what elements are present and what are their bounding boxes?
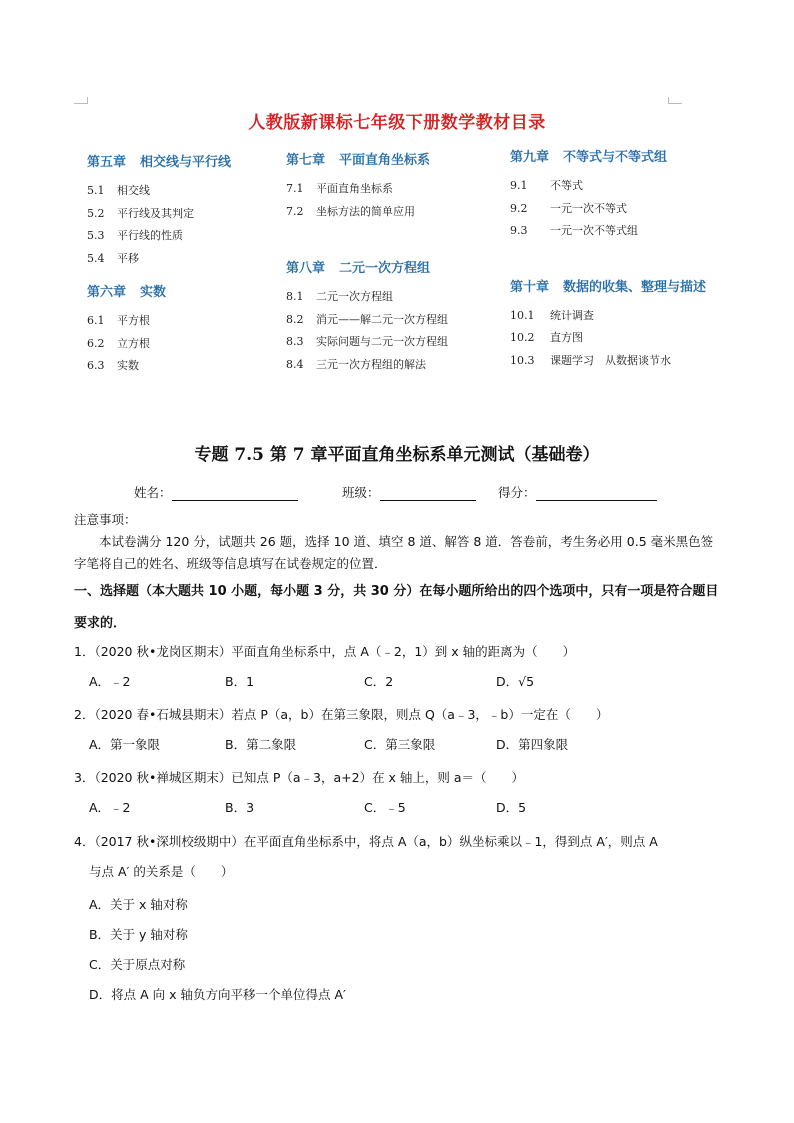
corner-mark-left: [74, 103, 88, 104]
section-number: 9.1: [510, 179, 528, 192]
section-number: 5.1: [87, 184, 105, 197]
section-number: 8.2: [286, 312, 304, 326]
section-item: [286, 286, 506, 309]
section-title: 直方图: [550, 331, 583, 344]
option-a[interactable]: A．关于 x 轴对称: [89, 897, 188, 912]
toc-column-3: [510, 147, 740, 372]
section-title: 平移: [117, 251, 139, 265]
chapter-heading: [87, 282, 277, 304]
chapter-title: 不等式与不等式组: [563, 150, 668, 165]
chapter-title: 二元一次方程组: [339, 261, 431, 276]
section-item: [286, 331, 506, 354]
name-blank[interactable]: [172, 487, 298, 501]
chapter-title: 实数: [140, 285, 167, 300]
option-a[interactable]: A．第一象限: [89, 737, 161, 752]
option-row: [74, 735, 724, 759]
section-item: [87, 203, 277, 226]
corner-mark-right-vertical: [668, 97, 669, 103]
section-item: [510, 327, 740, 350]
score-label: 得分：: [498, 485, 536, 500]
question-2: [74, 703, 724, 759]
section-number: 5.3: [87, 229, 105, 242]
section-number: 5.2: [87, 206, 105, 220]
option-a[interactable]: A．﹣2: [89, 800, 131, 815]
option-row: [74, 798, 724, 822]
corner-mark-right: [668, 103, 682, 104]
class-label: 班级：: [342, 485, 380, 500]
section-item: [87, 333, 277, 356]
question-3: [74, 766, 724, 822]
section-heading: 一、选择题（本大题共 10 小题，每小题 3 分，共 30 分）在每小题所给出的四个选项中，只有一项是符合题目要求的．: [74, 584, 719, 631]
name-label: 姓名：: [134, 485, 172, 500]
section-item: [87, 225, 277, 248]
section-number: 8.1: [286, 290, 304, 303]
chapter-number: 第九章: [510, 150, 550, 165]
section-item: [510, 175, 740, 198]
section-title: 实际问题与二元一次方程组: [316, 335, 448, 348]
section-number: 6.3: [87, 359, 105, 372]
corner-mark-left-vertical: [87, 97, 88, 103]
section-number: 9.3: [510, 224, 528, 237]
option-d[interactable]: D．第四象限: [496, 737, 569, 752]
chapter-heading: [87, 152, 277, 174]
question-stem: 3．（2020 秋•禅城区期末）已知点 P（a﹣3，a+2）在 x 轴上，则 a＝（ ）: [74, 770, 525, 785]
toc-column-2: [286, 150, 506, 376]
chapter-number: 第七章: [286, 153, 326, 168]
question-1: [74, 640, 724, 696]
chapter-title: 数据的收集、整理与描述: [563, 279, 707, 295]
section-number: 6.1: [87, 314, 105, 327]
section-number: 7.2: [286, 204, 304, 218]
section-number: 10.3: [510, 353, 535, 367]
section-item: [87, 248, 277, 271]
chapter-heading: [286, 150, 506, 172]
section-item: [510, 350, 740, 373]
section-item: [510, 220, 740, 243]
section-title: 实数: [117, 359, 139, 372]
question-4: [74, 830, 724, 1010]
option-b[interactable]: B．关于 y 轴对称: [89, 927, 188, 942]
section-item: [286, 354, 506, 377]
option-d[interactable]: D．将点 A 向 x 轴负方向平移一个单位得点 A′: [89, 987, 346, 1002]
option-c[interactable]: C．关于原点对称: [89, 957, 186, 972]
class-blank[interactable]: [380, 487, 476, 501]
section-item: [510, 198, 740, 221]
option-a[interactable]: A．﹣2: [89, 674, 131, 689]
section-item: [286, 309, 506, 332]
section-title: 相交线: [117, 184, 150, 197]
option-c[interactable]: C．﹣5: [364, 800, 406, 815]
section-title: 平行线及其判定: [117, 206, 194, 220]
chapter-number: 第五章: [87, 155, 127, 170]
option-b[interactable]: B．1: [225, 674, 255, 689]
option-b[interactable]: B．3: [225, 800, 255, 815]
option-d[interactable]: D．5: [496, 800, 527, 815]
notes-body: 本试卷满分 120 分，试题共 26 题，选择 10 道、填空 8 道、解答 8 道．答卷前，考生务必用 0.5 毫米黑色签字笔将自己的姓名、班级等信息填写在试卷规定的位置．: [74, 534, 714, 571]
section-number: 8.4: [286, 357, 304, 371]
score-field[interactable]: [498, 483, 657, 501]
name-field[interactable]: [134, 483, 298, 501]
section-title: 坐标方法的简单应用: [316, 204, 415, 218]
section-number: 9.2: [510, 201, 528, 215]
question-stem: 2．（2020 春•石城县期末）若点 P（a，b）在第三象限，则点 Q（a﹣3，﹣b）一定在（ ）: [74, 707, 609, 722]
chapter-title: 平面直角坐标系: [339, 153, 431, 168]
section-number: 5.4: [87, 251, 105, 265]
section-number: 10.2: [510, 331, 535, 344]
section-item: [286, 201, 506, 224]
option-c[interactable]: C．2: [364, 674, 394, 689]
section-title: 一元一次不等式组: [550, 224, 638, 237]
class-field[interactable]: [342, 483, 476, 501]
section-title: 三元一次方程组的解法: [316, 357, 426, 371]
section-number: 6.2: [87, 336, 105, 350]
section-title: 课题学习 从数据谈节水: [550, 353, 671, 367]
chapter-heading: [510, 147, 740, 169]
score-blank[interactable]: [536, 487, 657, 501]
exam-title: 专题 7.5 第 7 章平面直角坐标系单元测试（基础卷）: [194, 445, 600, 465]
chapter-number: 第六章: [87, 285, 127, 300]
option-b[interactable]: B．第二象限: [225, 737, 297, 752]
option-d[interactable]: D．√5: [496, 674, 535, 689]
chapter-heading: [510, 277, 740, 299]
section-title: 二元一次方程组: [316, 290, 393, 303]
section-title: 平方根: [117, 314, 150, 327]
section-title: 平面直角坐标系: [316, 182, 393, 195]
section-item: [510, 305, 740, 328]
section-number: 8.3: [286, 335, 304, 348]
notes-heading: 注意事项：: [74, 512, 137, 527]
section-number: 10.1: [510, 308, 535, 322]
section-title: 立方根: [117, 336, 150, 350]
section-number: 7.1: [286, 182, 304, 195]
chapter-title: 相交线与平行线: [140, 155, 232, 170]
section-title: 一元一次不等式: [550, 201, 627, 215]
section-title: 不等式: [550, 179, 583, 192]
question-stem-line-2: 与点 A′ 的关系是（ ）: [89, 864, 234, 879]
section-item: [87, 180, 277, 203]
question-stem: 1．（2020 秋•龙岗区期末）平面直角坐标系中，点 A（﹣2，1）到 x 轴的距离为（ ）: [74, 644, 576, 659]
chapter-heading: [286, 258, 506, 280]
section-title: 统计调查: [550, 308, 594, 322]
toc-column-1: [87, 152, 277, 378]
chapter-number: 第八章: [286, 261, 326, 276]
section-item: [87, 310, 277, 333]
section-title: 平行线的性质: [117, 229, 183, 242]
section-item: [87, 355, 277, 378]
section-item: [286, 178, 506, 201]
section-title: 消元——解二元一次方程组: [316, 312, 448, 326]
question-stem-line-1: 4．（2017 秋•深圳校级期中）在平面直角坐标系中，将点 A（a，b）纵坐标乘以﹣1，得到点 A′，则点 A: [74, 834, 658, 849]
chapter-number: 第十章: [510, 279, 550, 295]
toc-title: 人教版新课标七年级下册数学教材目录: [248, 113, 546, 133]
option-c[interactable]: C．第三象限: [364, 737, 436, 752]
option-row: [74, 672, 724, 696]
